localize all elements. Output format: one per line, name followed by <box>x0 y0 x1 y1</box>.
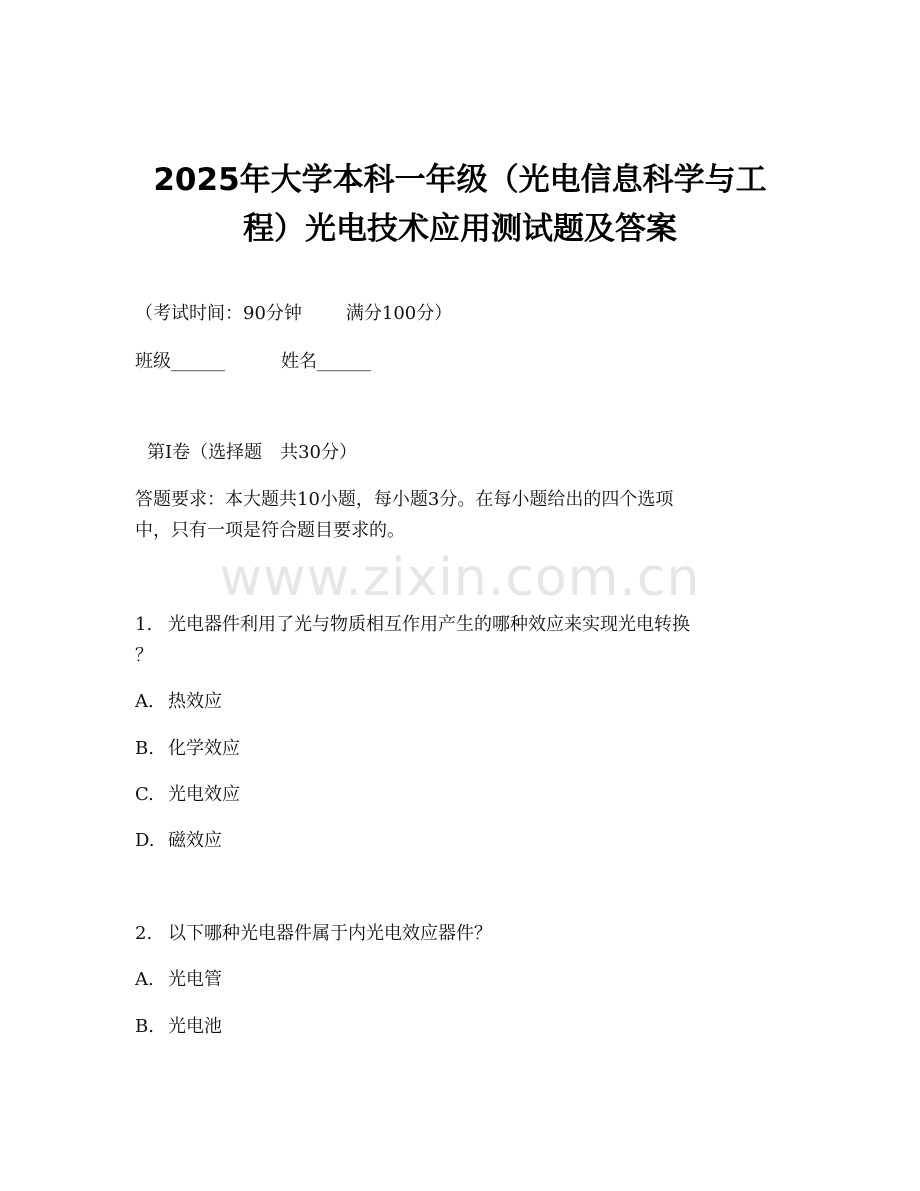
question-1-text-line-1: 光电器件利用了光与物质相互作用产生的哪种效应来实现光电转换 <box>168 614 690 635</box>
option-text: 光电效应 <box>168 784 240 805</box>
exam-info <box>135 302 452 326</box>
question-1-text <box>135 613 690 637</box>
option-letter: B. <box>135 1016 154 1037</box>
option-text: 磁效应 <box>168 830 222 851</box>
question-2-number: 2. <box>135 923 153 944</box>
question-1-option-c <box>135 783 240 807</box>
option-letter: D. <box>135 830 155 851</box>
question-2-option-b <box>135 1015 222 1039</box>
section-heading: 第I卷（选择题 共30分） <box>147 442 358 463</box>
watermark: www.zixin.com.cn <box>219 548 701 608</box>
question-1-text-line-2: ？ <box>135 645 153 666</box>
instructions-line-2: 中，只有一项是符合题目要求的。 <box>135 520 405 541</box>
option-text: 光电管 <box>168 969 222 990</box>
question-2-text <box>135 922 492 946</box>
option-text: 光电池 <box>168 1016 222 1037</box>
document-title-line-2: 程）光电技术应用测试题及答案 <box>243 211 677 247</box>
document-title-line-1: 2025年大学本科一年级（光电信息科学与工 <box>153 162 767 198</box>
class-field: 班级______ <box>135 351 225 372</box>
exam-time: （考试时间：90分钟 <box>135 303 302 324</box>
name-field: 姓名______ <box>281 351 371 372</box>
option-text: 热效应 <box>168 691 222 712</box>
exam-total-score: 满分100分） <box>345 303 453 324</box>
option-letter: A. <box>135 969 154 990</box>
question-1-option-d <box>135 829 222 853</box>
instructions-line-1: 答题要求：本大题共10小题，每小题3分。在每小题给出的四个选项 <box>135 489 674 510</box>
question-2-text-line-1: 以下哪种光电器件属于内光电效应器件？ <box>168 923 492 944</box>
question-1-option-a <box>135 690 222 714</box>
question-2-option-a <box>135 968 222 992</box>
option-letter: C. <box>135 784 154 805</box>
option-letter: A. <box>135 691 154 712</box>
student-fields <box>135 350 371 374</box>
option-text: 化学效应 <box>168 738 240 759</box>
question-1-option-b <box>135 737 240 761</box>
option-letter: B. <box>135 738 154 759</box>
question-1-number: 1. <box>135 614 153 635</box>
